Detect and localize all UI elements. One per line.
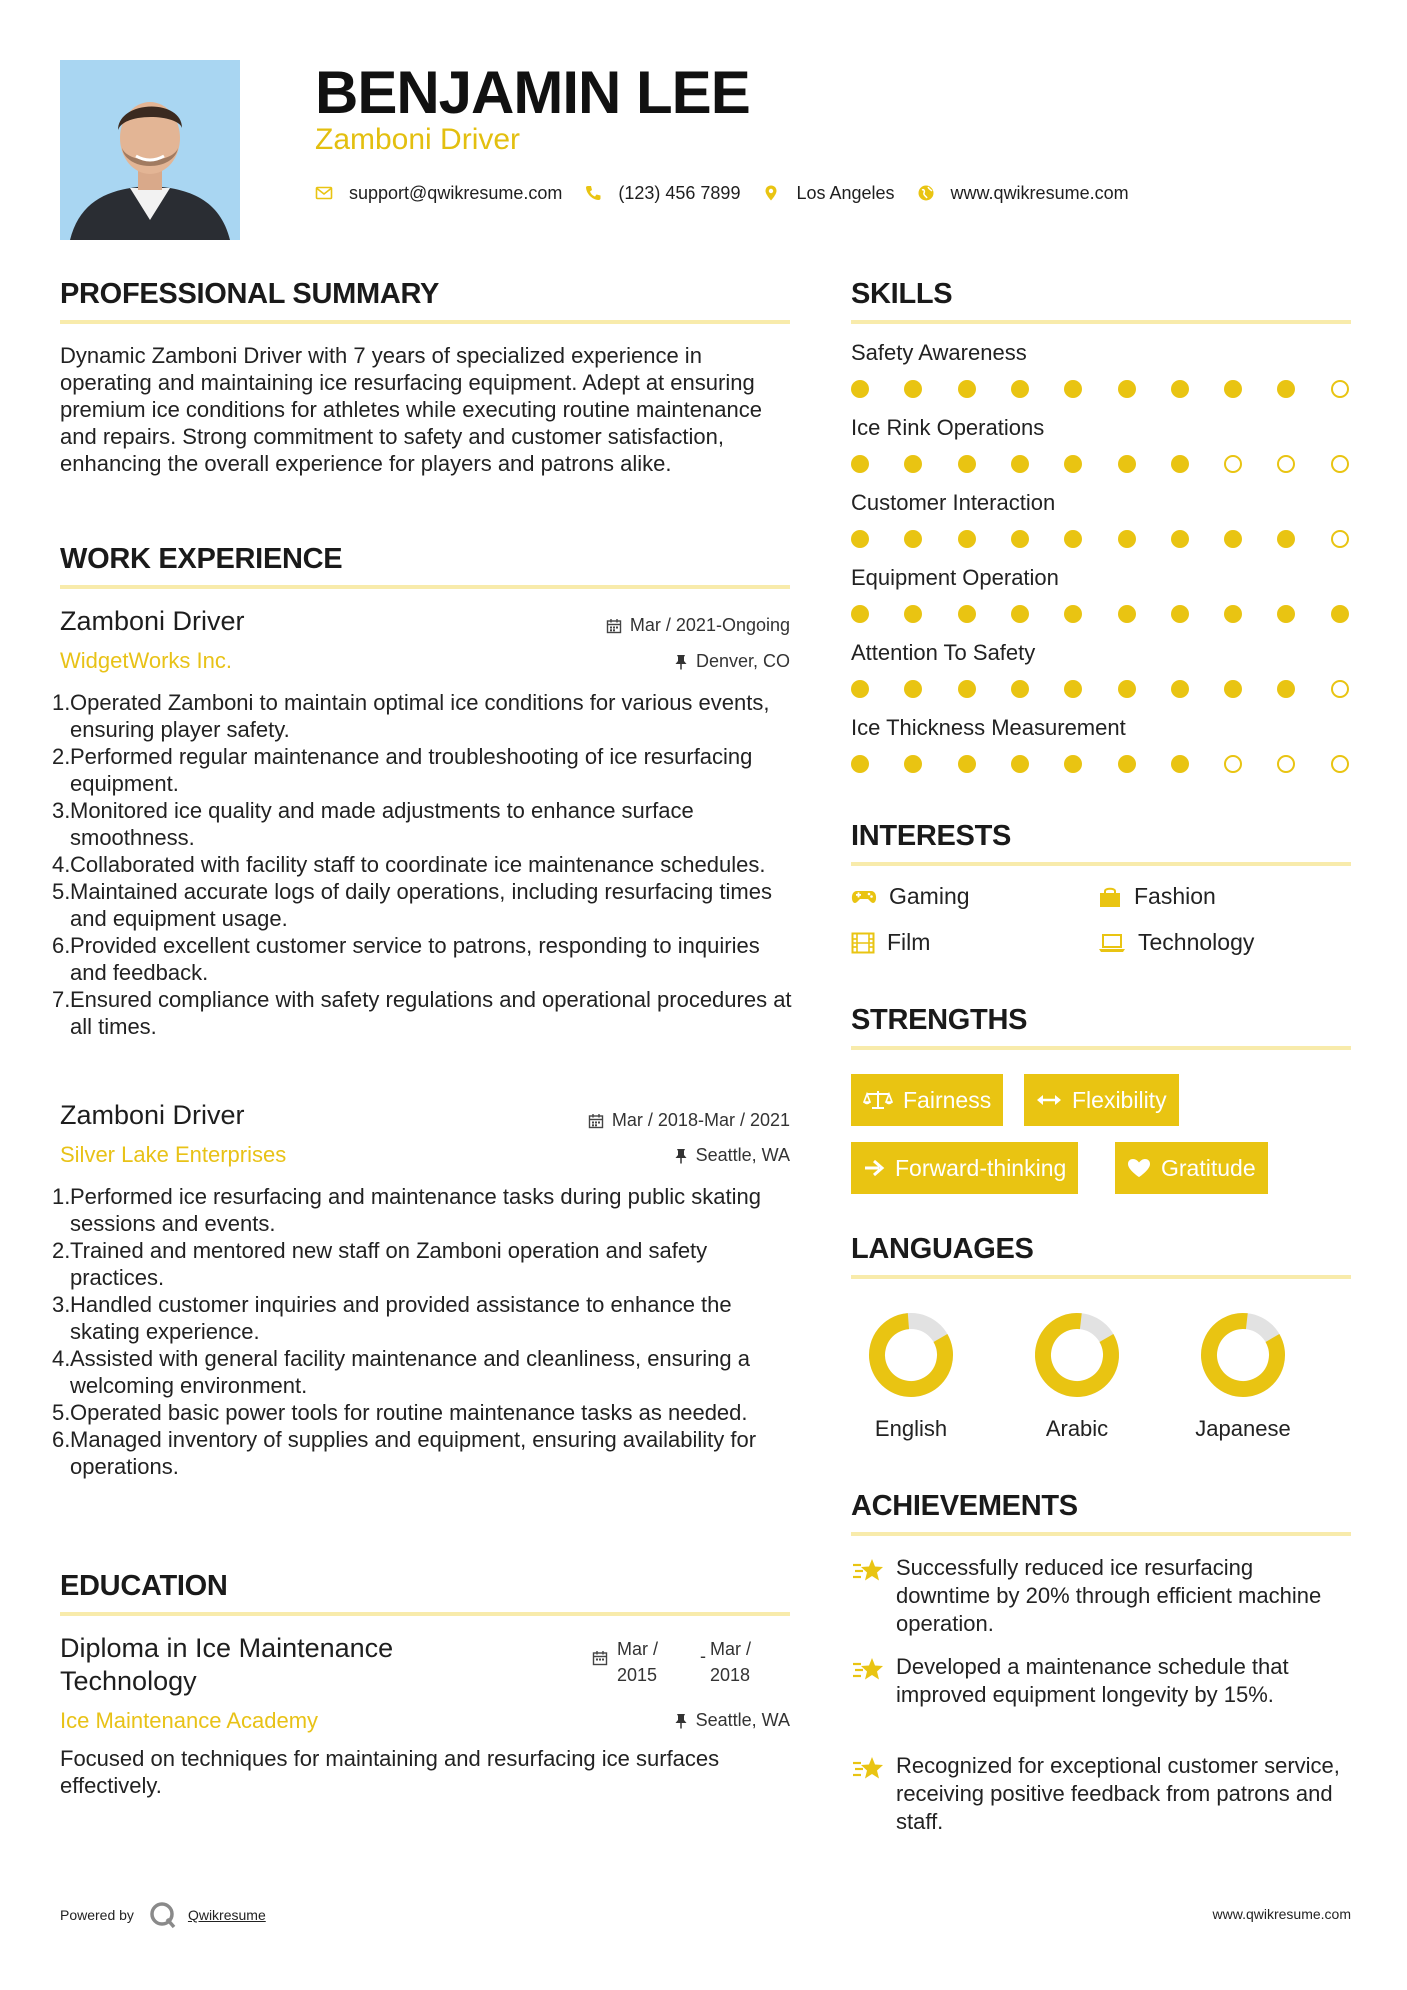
arrow-right-icon — [863, 1159, 885, 1177]
rating-dot-filled — [1171, 680, 1189, 698]
rating-dot-filled — [1277, 380, 1295, 398]
responsibility-item — [52, 1345, 792, 1399]
skill-rating — [851, 378, 1351, 400]
education-description: Focused on techniques for maintaining and resurfacing ice surfaces effectively. — [60, 1746, 720, 1798]
languages-rule — [851, 1275, 1351, 1279]
strength-chip-fairness — [851, 1074, 1003, 1126]
education-end-year: 2018 — [710, 1665, 751, 1685]
responsibility-text: Performed regular maintenance and troubleshooting of ice resurfacing equipment. — [70, 744, 753, 796]
language-ring — [861, 1305, 961, 1405]
skills-rule — [851, 320, 1351, 324]
rating-dot-filled — [1118, 380, 1136, 398]
shooting-star-icon — [851, 1556, 885, 1584]
rating-dot-filled — [1011, 755, 1029, 773]
list-number: 6. — [52, 933, 71, 958]
responsibility-item — [52, 689, 792, 743]
responsibility-item — [52, 1426, 792, 1480]
rating-dot-filled — [1171, 605, 1189, 623]
rating-dot-filled — [1171, 455, 1189, 473]
responsibility-text: Operated Zamboni to maintain optimal ice conditions for various events, ensuring player safety. — [70, 690, 770, 742]
footer-powered-by — [60, 1900, 266, 1930]
responsibility-item — [52, 743, 792, 797]
rating-dot-empty — [1331, 680, 1349, 698]
rating-dot-filled — [851, 605, 869, 623]
rating-dot-filled — [1011, 605, 1029, 623]
job-date-text: Mar / 2021-Ongoing — [629, 615, 790, 635]
education-rule — [60, 1612, 790, 1616]
contact-location-text: Los Angeles — [796, 182, 895, 203]
experience-rule — [60, 585, 790, 589]
rating-dot-filled — [904, 530, 922, 548]
footer-website[interactable]: www.qwikresume.com — [1212, 1906, 1351, 1922]
rating-dot-filled — [958, 605, 976, 623]
responsibility-item — [52, 878, 792, 932]
summary-text: Dynamic Zamboni Driver with 7 years of specialized experience in operating and maintaining ice resurfacing equipment. Adept at ensuring premium ice conditions for athletes while executing routine maintenance and repairs. Strong commitment to safety and customer satisfaction, enhancing the overall experience for players and patrons alike. — [60, 343, 762, 476]
laptop-icon — [1098, 933, 1126, 953]
candidate-name: BENJAMIN LEE — [315, 59, 750, 126]
rating-dot-filled — [851, 755, 869, 773]
rating-dot-filled — [1118, 755, 1136, 773]
education-start-year: 2015 — [617, 1665, 658, 1685]
rating-dot-filled — [1224, 680, 1242, 698]
strength-label: Fairness — [903, 1086, 992, 1113]
interest-label: Film — [887, 929, 931, 955]
job-date — [500, 1110, 790, 1131]
skill-rating — [851, 753, 1351, 775]
pushpin-icon — [674, 654, 688, 670]
responsibility-item — [52, 1237, 792, 1291]
rating-dot-filled — [1224, 380, 1242, 398]
rating-dot-filled — [1224, 530, 1242, 548]
interests-rule — [851, 862, 1351, 866]
contact-phone-text: (123) 456 7899 — [618, 182, 741, 203]
rating-dot-filled — [904, 755, 922, 773]
rating-dot-filled — [958, 380, 976, 398]
education-start-month: Mar / — [617, 1639, 659, 1659]
skill-rating — [851, 603, 1351, 625]
contact-email-text: support@qwikresume.com — [349, 182, 563, 203]
job-location — [500, 651, 790, 672]
list-number: 4. — [52, 852, 71, 877]
language-name: Arabic — [1045, 1416, 1109, 1441]
language-name: English — [874, 1416, 948, 1441]
rating-dot-filled — [1064, 755, 1082, 773]
list-number: 3. — [52, 798, 71, 823]
interest-label: Technology — [1138, 929, 1255, 955]
responsibility-text: Performed ice resurfacing and maintenance tasks during public skating sessions and events. — [70, 1184, 761, 1236]
responsibility-item — [52, 1291, 792, 1345]
job-title: Zamboni Driver — [60, 1100, 245, 1130]
list-number: 7. — [52, 987, 71, 1012]
responsibility-text: Collaborated with facility staff to coordinate ice maintenance schedules. — [70, 852, 766, 877]
list-number: 5. — [52, 1400, 71, 1425]
education-start-date — [617, 1636, 658, 1688]
rating-dot-filled — [1331, 605, 1349, 623]
rating-dot-filled — [1277, 530, 1295, 548]
rating-dot-filled — [958, 680, 976, 698]
interest-fashion — [1098, 883, 1216, 910]
contact-website[interactable] — [917, 183, 1129, 204]
job-location-text: Denver, CO — [695, 651, 790, 671]
pushpin-icon — [674, 1713, 688, 1729]
calendar-icon — [592, 1650, 608, 1671]
rating-dot-empty — [1331, 455, 1349, 473]
strength-label: Flexibility — [1072, 1086, 1167, 1113]
responsibility-text: Ensured compliance with safety regulations and operational procedures at all times. — [70, 987, 792, 1039]
strengths-rule — [851, 1046, 1351, 1050]
job-company: Silver Lake Enterprises — [60, 1142, 287, 1167]
rating-dot-filled — [1118, 455, 1136, 473]
balance-scale-icon — [863, 1089, 893, 1111]
job-location — [500, 1145, 790, 1166]
date-separator: - — [700, 1646, 706, 1666]
list-number: 2. — [52, 744, 71, 769]
responsibility-item — [52, 797, 792, 851]
list-number: 6. — [52, 1427, 71, 1452]
rating-dot-filled — [1064, 530, 1082, 548]
responsibility-item — [52, 851, 792, 878]
achievements-rule — [851, 1532, 1351, 1536]
rating-dot-filled — [904, 605, 922, 623]
strength-chip-gratitude — [1115, 1142, 1268, 1194]
phone-icon — [584, 184, 602, 202]
strength-chip-forward-thinking — [851, 1142, 1078, 1194]
rating-dot-empty — [1277, 755, 1295, 773]
rating-dot-empty — [1224, 455, 1242, 473]
skills-heading: SKILLS — [851, 278, 953, 310]
skill-rating — [851, 453, 1351, 475]
rating-dot-filled — [1118, 680, 1136, 698]
responsibility-text: Provided excellent customer service to patrons, responding to inquiries and feedback. — [70, 933, 760, 985]
education-location — [500, 1710, 790, 1731]
responsibility-text: Handled customer inquiries and provided assistance to enhance the skating experience. — [70, 1292, 732, 1344]
strength-label: Forward-thinking — [895, 1154, 1067, 1181]
education-location-text: Seattle, WA — [695, 1710, 790, 1730]
degree-title — [60, 1632, 480, 1698]
list-number: 5. — [52, 879, 71, 904]
achievement-text: Successfully reduced ice resurfacing downtime by 20% through efficient machine operation. — [896, 1555, 1322, 1636]
interest-technology — [1098, 929, 1254, 956]
rating-dot-filled — [1224, 605, 1242, 623]
shooting-star-icon — [851, 1754, 885, 1782]
skill-name: Ice Thickness Measurement — [851, 715, 1126, 740]
language-name: Japanese — [1195, 1416, 1291, 1441]
job-date — [500, 615, 790, 636]
school-name: Ice Maintenance Academy — [60, 1708, 319, 1733]
contact-location — [762, 183, 894, 204]
powered-by-text: Powered by — [60, 1907, 134, 1923]
rating-dot-filled — [1011, 680, 1029, 698]
rating-dot-filled — [904, 380, 922, 398]
rating-dot-filled — [1277, 680, 1295, 698]
rating-dot-filled — [1064, 605, 1082, 623]
language-ring — [1193, 1305, 1293, 1405]
film-icon — [851, 932, 875, 954]
contact-email[interactable] — [315, 183, 562, 204]
rating-dot-empty — [1331, 530, 1349, 548]
job-title: Zamboni Driver — [60, 606, 245, 636]
rating-dot-filled — [1011, 455, 1029, 473]
map-pin-icon — [762, 184, 780, 202]
skill-name: Ice Rink Operations — [851, 415, 1045, 440]
language-ring — [1027, 1305, 1127, 1405]
responsibility-text: Managed inventory of supplies and equipment, ensuring availability for operations. — [70, 1427, 757, 1479]
envelope-icon — [315, 184, 333, 202]
interests-heading: INTERESTS — [851, 820, 1012, 852]
rating-dot-filled — [851, 380, 869, 398]
skill-name: Customer Interaction — [851, 490, 1056, 515]
responsibility-text: Trained and mentored new staff on Zamboni operation and safety practices. — [70, 1238, 708, 1290]
rating-dot-empty — [1331, 380, 1349, 398]
rating-dot-filled — [958, 755, 976, 773]
rating-dot-filled — [1118, 530, 1136, 548]
skill-name: Safety Awareness — [851, 340, 1027, 365]
responsibility-text: Operated basic power tools for routine maintenance tasks as needed. — [70, 1400, 748, 1425]
responsibility-item — [52, 1183, 792, 1237]
education-end-date — [710, 1636, 751, 1688]
responsibility-text: Maintained accurate logs of daily operations, including resurfacing times and equipment usage. — [70, 879, 772, 931]
contact-bar — [315, 178, 1151, 208]
achievement-text: Recognized for exceptional customer service, receiving positive feedback from patrons and staff. — [896, 1753, 1340, 1834]
job-location-text: Seattle, WA — [695, 1145, 790, 1165]
degree-title-line-2: Technology — [60, 1666, 197, 1696]
skill-name: Attention To Safety — [851, 640, 1036, 665]
languages-heading: LANGUAGES — [851, 1233, 1034, 1265]
qwikresume-link[interactable]: Qwikresume — [187, 1907, 266, 1923]
skill-name: Equipment Operation — [851, 565, 1059, 590]
gamepad-icon — [851, 888, 877, 906]
achievement-text: Developed a maintenance schedule that improved equipment longevity by 15%. — [896, 1654, 1289, 1707]
interest-film — [851, 929, 930, 956]
qwikresume-logo-icon — [148, 1900, 178, 1930]
list-number: 1. — [52, 1184, 71, 1209]
rating-dot-empty — [1331, 755, 1349, 773]
rating-dot-filled — [958, 530, 976, 548]
rating-dot-filled — [851, 530, 869, 548]
rating-dot-filled — [904, 680, 922, 698]
rating-dot-filled — [1064, 380, 1082, 398]
responsibility-text: Assisted with general facility maintenance and cleanliness, ensuring a welcoming environment. — [70, 1346, 750, 1398]
interest-label: Gaming — [889, 883, 970, 909]
summary-heading: PROFESSIONAL SUMMARY — [60, 278, 440, 310]
strength-label: Gratitude — [1161, 1154, 1256, 1181]
rating-dot-filled — [1171, 380, 1189, 398]
responsibility-text: Monitored ice quality and made adjustments to enhance surface smoothness. — [70, 798, 694, 850]
skill-rating — [851, 678, 1351, 700]
rating-dot-filled — [1011, 530, 1029, 548]
degree-title-line-1: Diploma in Ice Maintenance — [60, 1633, 394, 1663]
rating-dot-empty — [1224, 755, 1242, 773]
responsibility-item — [52, 986, 792, 1040]
skill-rating — [851, 528, 1351, 550]
profile-photo — [60, 60, 240, 240]
experience-heading: WORK EXPERIENCE — [60, 543, 343, 575]
rating-dot-filled — [1118, 605, 1136, 623]
rating-dot-filled — [1064, 680, 1082, 698]
list-number: 2. — [52, 1238, 71, 1263]
rating-dot-filled — [1064, 455, 1082, 473]
responsibility-item — [52, 1399, 792, 1426]
rating-dot-filled — [1171, 530, 1189, 548]
interest-gaming — [851, 883, 970, 910]
rating-dot-empty — [1277, 455, 1295, 473]
rating-dot-filled — [851, 455, 869, 473]
list-number: 3. — [52, 1292, 71, 1317]
rating-dot-filled — [1011, 380, 1029, 398]
responsibility-item — [52, 932, 792, 986]
education-heading: EDUCATION — [60, 1570, 228, 1602]
contact-website-text: www.qwikresume.com — [950, 182, 1129, 203]
rating-dot-filled — [851, 680, 869, 698]
job-responsibilities — [52, 1183, 792, 1480]
candidate-title: Zamboni Driver — [315, 123, 521, 156]
education-end-month: Mar / — [710, 1639, 752, 1659]
summary-rule — [60, 320, 790, 324]
calendar-icon — [588, 1113, 604, 1129]
rating-dot-filled — [904, 455, 922, 473]
list-number: 4. — [52, 1346, 71, 1371]
interest-label: Fashion — [1134, 883, 1216, 909]
globe-icon — [917, 184, 935, 202]
job-company: WidgetWorks Inc. — [60, 648, 232, 673]
rating-dot-filled — [1277, 605, 1295, 623]
job-responsibilities — [52, 689, 792, 1040]
rating-dot-filled — [958, 455, 976, 473]
arrows-horizontal-icon — [1036, 1093, 1062, 1107]
pushpin-icon — [674, 1148, 688, 1164]
job-date-text: Mar / 2018-Mar / 2021 — [611, 1110, 790, 1130]
heart-icon — [1127, 1158, 1151, 1178]
achievements-heading: ACHIEVEMENTS — [851, 1490, 1078, 1522]
strengths-heading: STRENGTHS — [851, 1004, 1028, 1036]
shopping-bag-icon — [1098, 886, 1122, 908]
contact-phone[interactable] — [584, 183, 740, 204]
language-ring-fill — [1031, 1309, 1124, 1402]
list-number: 1. — [52, 690, 71, 715]
strength-chip-flexibility — [1024, 1074, 1179, 1126]
shooting-star-icon — [851, 1655, 885, 1683]
calendar-icon — [606, 618, 622, 634]
language-ring-fill — [1197, 1309, 1290, 1402]
rating-dot-filled — [1171, 755, 1189, 773]
